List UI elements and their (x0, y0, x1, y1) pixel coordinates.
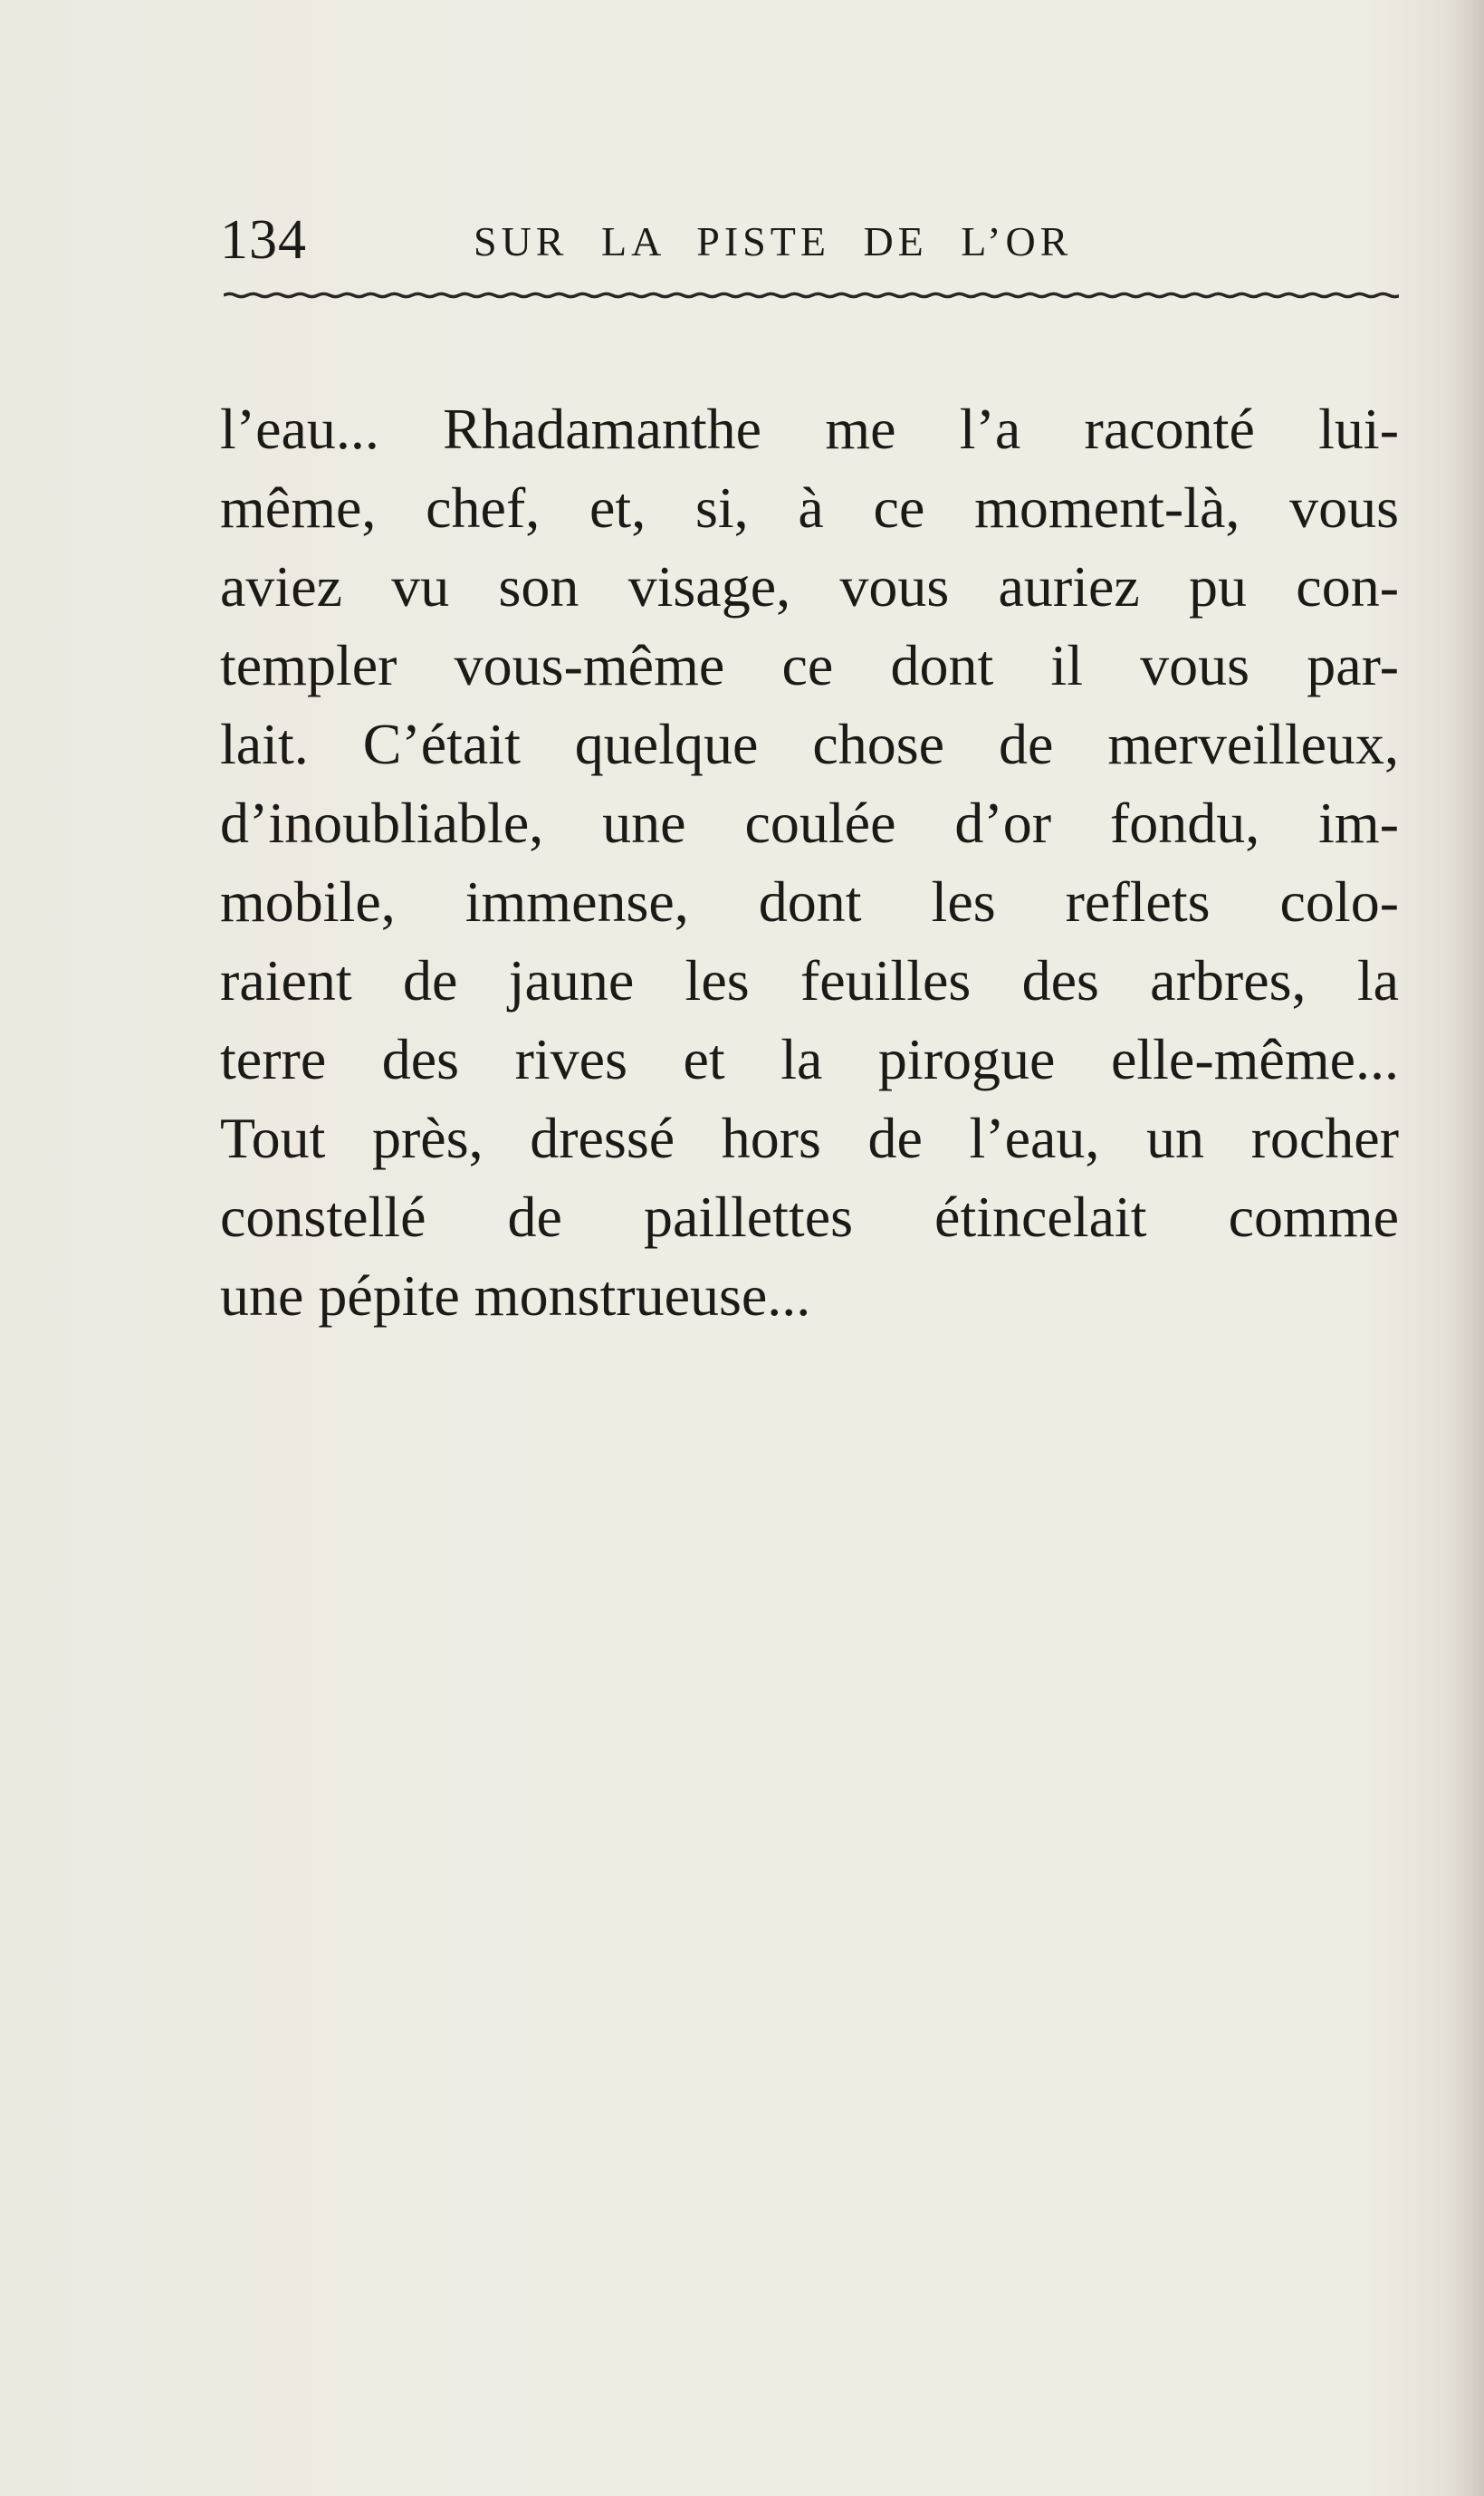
text-line: lait. C’était quelque chose de merveilleux, (220, 712, 1399, 776)
text-line: même, chef, et, si, à ce moment-là, vous (220, 475, 1399, 540)
text-line: raient de jaune les feuilles des arbres, la (220, 948, 1399, 1013)
text-line: Tout près, dressé hors de l’eau, un rocher (220, 1106, 1399, 1170)
decorative-rule-ornament (224, 290, 1399, 301)
running-head (220, 208, 1397, 272)
text-line: l’eau... Rhadamanthe me l’a raconté lui- (220, 397, 1399, 461)
text-line: templer vous-même ce dont il vous par- (220, 633, 1399, 697)
text-line: une pépite monstrueuse... (220, 1263, 811, 1328)
text-line: mobile, immense, dont les reflets colo- (220, 869, 1399, 934)
page-edge-shadow (1448, 0, 1484, 2496)
text-line: d’inoubliable, une coulée d’or fondu, im- (220, 791, 1399, 855)
text-line: terre des rives et la pirogue elle-même... (220, 1027, 1399, 1091)
decorative-rule (224, 290, 1399, 301)
text-line: constellé de paillettes étincelait comme (220, 1185, 1399, 1249)
body-paragraph (220, 389, 1399, 1335)
running-title: SUR LA PISTE DE L’OR (474, 218, 1073, 264)
page-number: 134 (220, 209, 307, 271)
text-line: aviez vu son visage, vous auriez pu con- (220, 554, 1399, 619)
